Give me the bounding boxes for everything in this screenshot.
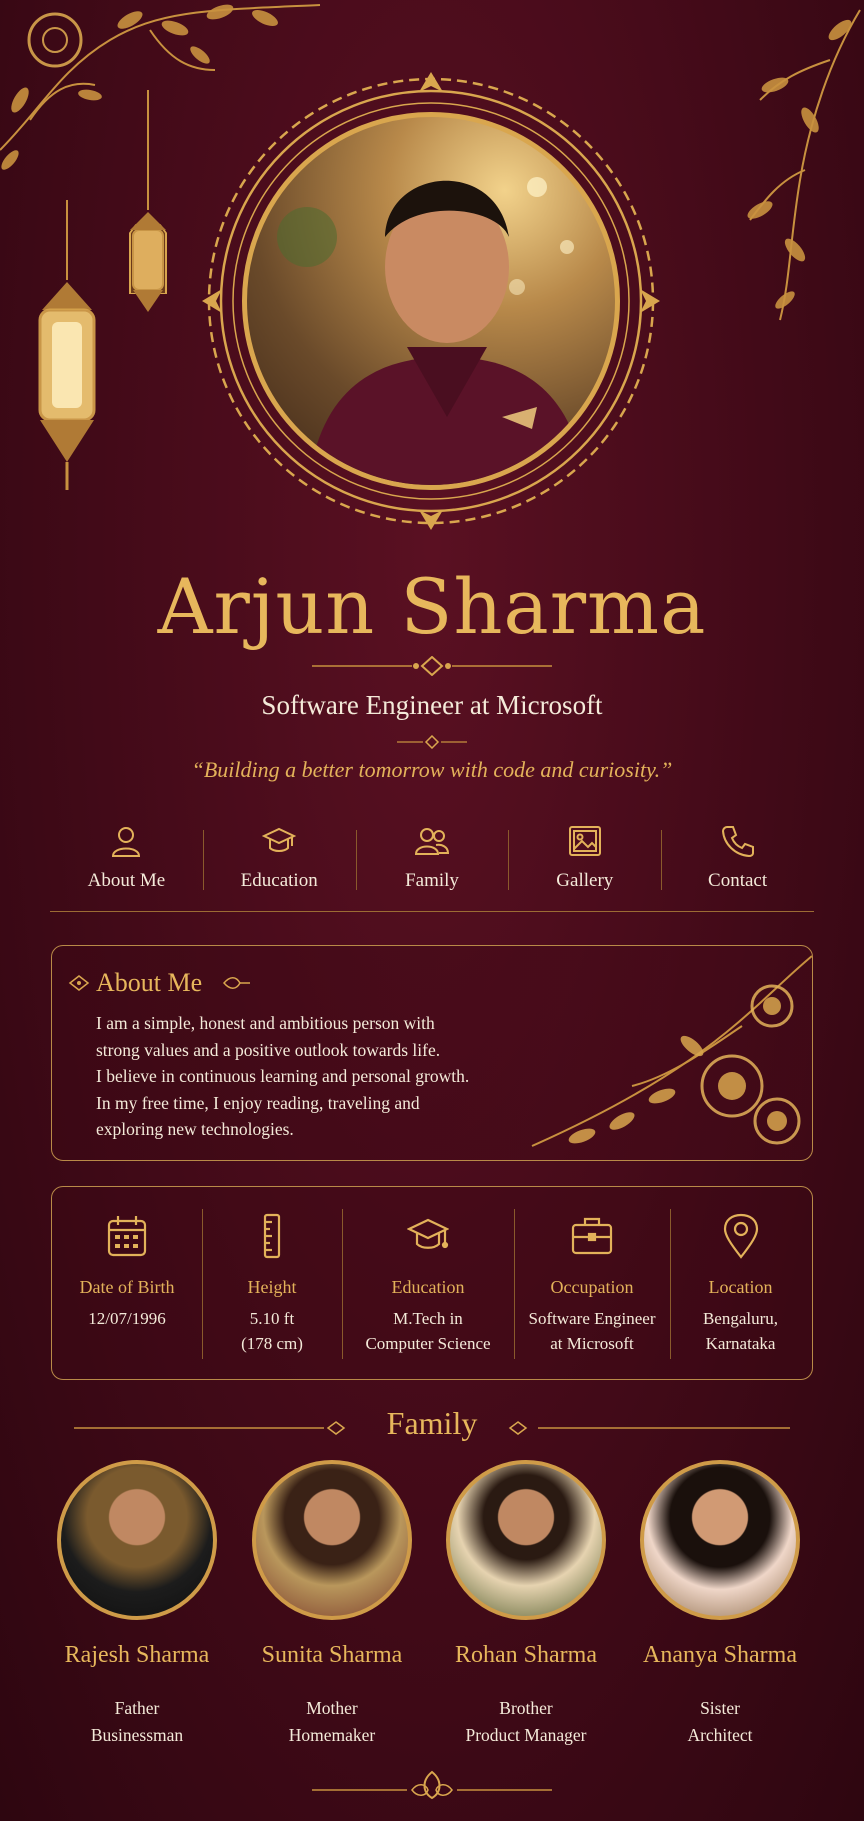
family-member-photo <box>57 1460 217 1620</box>
family-member-relation: Father Businessman <box>90 1698 184 1745</box>
about-me-text <box>96 1010 516 1143</box>
location-pin-icon <box>720 1213 762 1259</box>
nav-gallery[interactable] <box>508 820 661 911</box>
floral-vine-decoration-top-right <box>680 0 864 330</box>
detail-value: M.Tech in Computer Science <box>365 1309 491 1353</box>
graduation-cap-icon <box>407 1213 449 1259</box>
user-icon <box>109 824 143 858</box>
family-member-card[interactable] <box>232 1460 432 1749</box>
briefcase-icon <box>571 1213 613 1259</box>
lantern-icon <box>118 90 178 320</box>
detail-height <box>202 1187 342 1379</box>
lantern-icon <box>22 200 112 500</box>
about-line: strong values and a positive outlook towards life. <box>96 1039 441 1060</box>
detail-label: Date of Birth <box>79 1277 175 1297</box>
profile-photo <box>242 112 620 490</box>
floral-corner-decoration <box>512 946 812 1161</box>
detail-date-of-birth <box>52 1187 202 1379</box>
ornament-divider <box>312 656 552 676</box>
about-line: exploring new technologies. <box>96 1119 294 1139</box>
ruler-icon <box>251 1213 293 1259</box>
detail-education <box>342 1187 514 1379</box>
nav-label: Education <box>240 870 318 891</box>
detail-location <box>670 1187 811 1379</box>
nav-education[interactable] <box>203 820 356 911</box>
ornament-divider-small <box>397 735 467 749</box>
about-line: I believe in continuous learning and personal growth. <box>96 1066 470 1086</box>
detail-label: Height <box>247 1277 297 1297</box>
profile-quote: “Building a better tomorrow with code and curiosity.” <box>191 757 673 782</box>
nav-label: Family <box>405 870 459 891</box>
family-member-relation: Brother Product Manager <box>465 1698 587 1745</box>
profile-name: Arjun Sharma <box>157 562 707 651</box>
family-member-photo <box>640 1460 800 1620</box>
family-member-name: Rajesh Sharma <box>64 1642 210 1668</box>
profile-portrait-frame <box>200 70 662 532</box>
family-member-relation: Sister Architect <box>687 1698 753 1745</box>
nav-label: Gallery <box>556 870 614 891</box>
job-title: Software Engineer at Microsoft <box>261 690 603 720</box>
leaf-ornament-icon <box>68 974 90 992</box>
detail-value: 12/07/1996 <box>88 1309 166 1328</box>
leaf-ornament-icon <box>222 974 252 992</box>
family-member-name: Rohan Sharma <box>455 1642 597 1668</box>
detail-label: Education <box>391 1277 465 1297</box>
nav-label: About Me <box>87 870 166 891</box>
family-member-relation: Mother Homemaker <box>288 1698 376 1745</box>
detail-label: Occupation <box>550 1277 634 1297</box>
about-me-title: About Me <box>96 968 203 997</box>
about-line: In my free time, I enjoy reading, traveling and <box>96 1092 420 1113</box>
about-line: I am a simple, honest and ambitious person with <box>96 1013 435 1033</box>
detail-occupation <box>514 1187 670 1379</box>
detail-value: Bengaluru, Karnataka <box>702 1309 779 1353</box>
family-divider-right <box>508 1420 790 1436</box>
family-member-card[interactable] <box>37 1460 237 1749</box>
family-member-card[interactable] <box>426 1460 626 1749</box>
detail-value: Software Engineer at Microsoft <box>528 1309 656 1353</box>
about-me-card <box>51 945 813 1161</box>
family-member-card[interactable] <box>620 1460 820 1749</box>
graduation-cap-icon <box>262 824 296 858</box>
people-icon <box>415 824 449 858</box>
personal-details-card <box>51 1186 813 1380</box>
nav-family[interactable] <box>356 820 509 911</box>
family-member-photo <box>252 1460 412 1620</box>
family-member-name: Ananya Sharma <box>643 1642 797 1668</box>
nav-label: Contact <box>708 870 768 891</box>
family-member-name: Sunita Sharma <box>261 1642 403 1668</box>
nav-contact[interactable] <box>661 820 814 911</box>
family-member-photo <box>446 1460 606 1620</box>
phone-icon <box>721 824 755 858</box>
calendar-icon <box>106 1213 148 1259</box>
nav-about-me[interactable] <box>50 820 203 911</box>
detail-value: 5.10 ft (178 cm) <box>241 1309 303 1353</box>
bottom-ornament <box>312 1770 552 1800</box>
detail-label: Location <box>708 1277 773 1297</box>
family-heading: Family <box>386 1405 478 1441</box>
image-icon <box>568 824 602 858</box>
section-nav <box>50 820 814 912</box>
